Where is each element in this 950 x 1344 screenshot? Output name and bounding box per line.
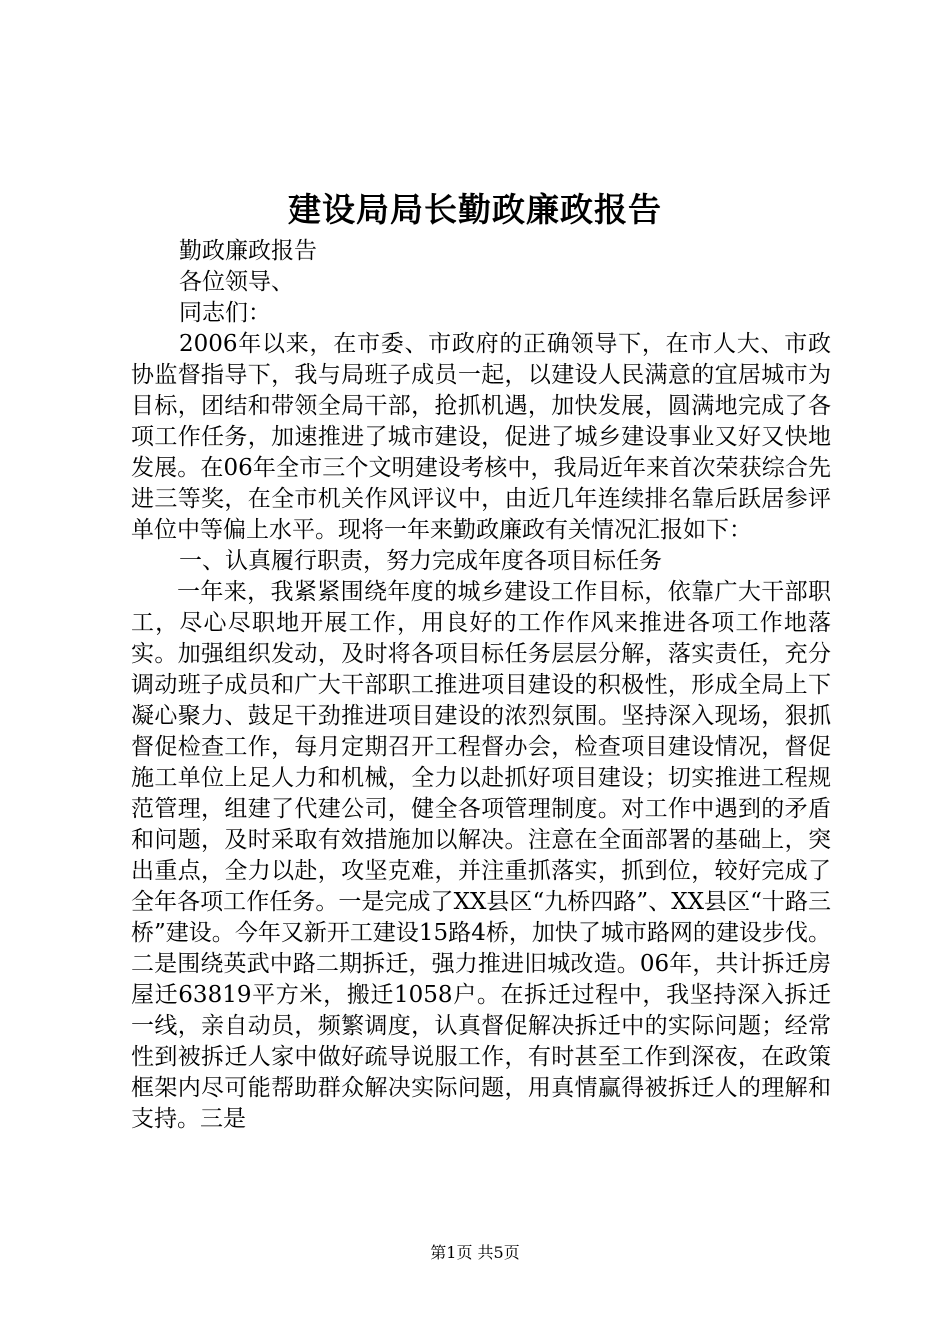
section-heading-1: 一、认真履行职责，努力完成年度各项目标任务 [179,548,662,574]
page-footer: 第1页 共5页 [430,1243,520,1262]
document-title: 建设局局长勤政廉政报告 [288,190,662,229]
paragraph-section-1: 一年来，我紧紧围绕年度的城乡建设工作目标，依靠广大干部职工，尽心尽职地开展工作，用良好的工作作风来推进各项工作地落实。加强组织发动，及时将各项目标任务层层分解，落实责任，充分调动班子成员和广大干部职工推进项目建设的积极性，形成全局上下凝心聚力、鼓足干劲推进项目建设的浓烈氛围。坚持深入现场，狠抓督促检查工作，每月定期召开工程督办会，检查项目建设情况，督促施工单位上足人力和机械，全力以赴抓好项目建设；切实推进工程规范管理，组建了代建公司，健全各项管理制度。对工作中遇到的矛盾和问题，及时采取有效措施加以解决。注意在全面部署的基础上，突出重点，全力以赴，攻坚克难，并注重抓落实，抓到位，较好完成了全年各项工作任务。一是完成了XX县区“九桥四路”、XX县区“十路三桥”建设。今年又新开工建设15路4桥，加快了城市路网的建设步伐。二是围绕英武中路二期拆迁，强力推进旧城改造。06年，共计拆迁房屋迁63819平方米，搬迁1058户。在拆迁过程中，我坚持深入拆迁一线，亲自动员，频繁调度，认真督促解决拆迁中的实际问题；经常性到被拆迁人家中做好疏导说服工作，有时甚至工作到深夜，在政策框架内尽可能帮助群众解决实际问题，用真情赢得被拆迁人的理解和支持。三是 [131,579,831,1132]
paragraph-intro: 2006年以来，在市委、市政府的正确领导下，在市人大、市政协监督指导下，我与局班子成员一起，以建设人民满意的宜居城市为目标，团结和带领全局干部，抢抓机遇，加快发展，圆满地完成了各项工作任务，加速推进了城市建设，促进了城乡建设事业又好又快地发展。在06年全市三个文明建设考核中，我局近年来首次荣获综合先进三等奖，在全市机关作风评议中，由近几年连续排名靠后跃居参评单位中等偏上水平。现将一年来勤政廉政有关情况汇报如下： [131,331,831,543]
paragraph-salutation-1: 各位领导、 [179,269,294,295]
paragraph-salutation-2: 同志们： [179,300,271,326]
document-body [131,236,831,1135]
paragraph-report-label: 勤政廉政报告 [179,238,317,264]
